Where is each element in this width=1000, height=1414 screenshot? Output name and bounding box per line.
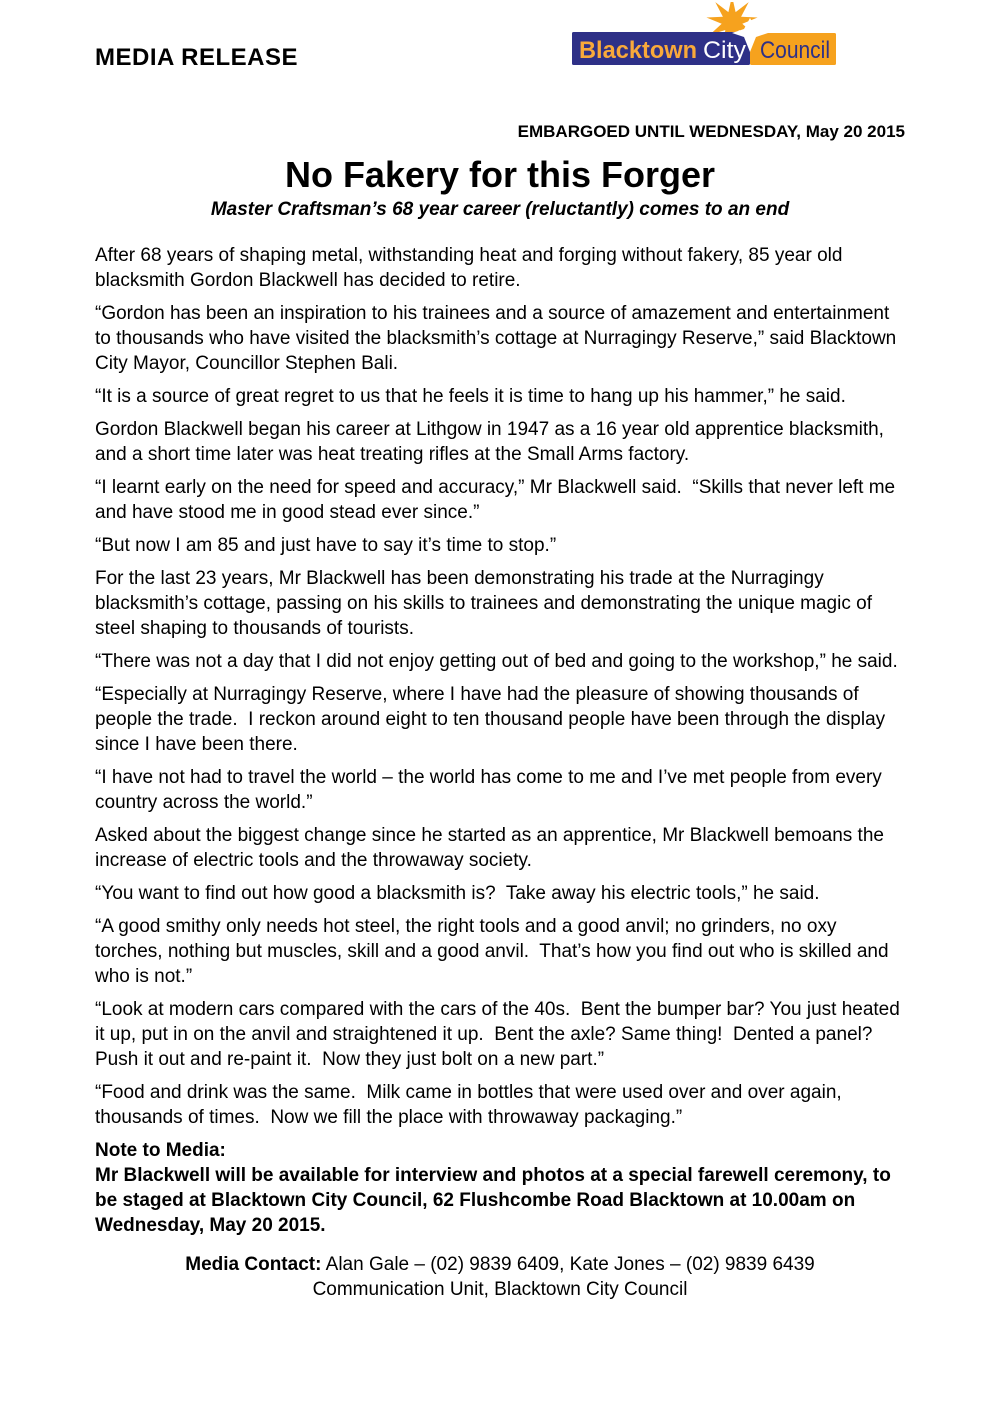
note-text: Mr Blackwell will be available for interview and photos at a special farewell ceremony, to be staged at Blacktown City Council, 62 Flushcombe Road Blacktown at 10.00am on Wednesday, May 20 2015.	[95, 1165, 897, 1236]
note-heading: Note to Media:	[95, 1140, 226, 1161]
body-paragraph: Asked about the biggest change since he started as an apprentice, Mr Blackwell bemoans the increase of electric tools and the throwaway society.	[95, 825, 890, 871]
headline-title: No Fakery for this Forger	[284, 154, 716, 195]
body-paragraph: “Look at modern cars compared with the cars of the 40s. Bent the bumper bar? You just heated it up, put in on the anvil and straightened it up. Bent the axle? Same thing! Dented a panel? Push it out and re-paint it. Now they just bolt on a new part.”	[95, 999, 906, 1070]
logo-word-council: Council	[760, 37, 830, 64]
body-paragraph: “I have not had to travel the world – the world has come to me and I’ve met people from every country across the world.”	[95, 767, 888, 813]
contact-text: Alan Gale – (02) 9839 6409, Kate Jones – (02) 9839 6439	[321, 1254, 815, 1275]
media-contact-footer	[95, 1252, 905, 1302]
logo-word-blacktown: Blacktown	[579, 37, 697, 64]
body-paragraph: “It is a source of great regret to us that he feels it is time to hang up his hammer,” he said.	[95, 386, 846, 407]
contact-line2: Communication Unit, Blacktown City Council	[312, 1279, 688, 1300]
body-paragraphs	[95, 243, 905, 1130]
body-paragraph: “Gordon has been an inspiration to his trainees and a source of amazement and entertainment to thousands who have visited the blacksmith’s cottage at Nurragingy Reserve,” said Blacktown City Mayor, Councillor Stephen Bali.	[95, 303, 902, 374]
body-paragraph: Gordon Blackwell began his career at Lithgow in 1947 as a 16 year old apprentice blacksmith, and a short time later was heat treating rifles at the Small Arms factory.	[95, 419, 890, 465]
body-paragraph: “Especially at Nurragingy Reserve, where I have had the pleasure of showing thousands of people the trade. I reckon around eight to ten thousand people have been through the display since I have been there.	[95, 684, 891, 755]
embargo-line: EMBARGOED UNTIL WEDNESDAY, May 20 2015	[517, 122, 905, 141]
body-paragraph: “I learnt early on the need for speed and accuracy,” Mr Blackwell said. “Skills that never left me and have stood me in good stead ever since.”	[95, 477, 901, 523]
body-paragraph: “There was not a day that I did not enjoy getting out of bed and going to the workshop,” he said.	[95, 651, 898, 672]
headline-subtitle: Master Craftsman’s 68 year career (reluctantly) comes to an end	[210, 199, 790, 220]
body-paragraph: “A good smithy only needs hot steel, the right tools and a good anvil; no grinders, no oxy torches, nothing but muscles, skill and a good anvil. That’s how you find out who is skilled and who is not.”	[95, 916, 894, 987]
header	[95, 0, 905, 102]
page-title: MEDIA RELEASE	[95, 44, 298, 71]
body-paragraph: “But now I am 85 and just have to say it’s time to stop.”	[95, 535, 557, 556]
contact-line	[95, 1252, 905, 1277]
contact-label: Media Contact:	[185, 1254, 322, 1275]
blacktown-city-council-logo	[562, 2, 842, 66]
logo-word-city: City	[703, 37, 746, 64]
body-paragraph: For the last 23 years, Mr Blackwell has been demonstrating his trade at the Nurragingy blacksmith’s cottage, passing on his skills to trainees and demonstrating the unique magic of steel shaping to thousands of tourists.	[95, 568, 878, 639]
note-to-media	[95, 1138, 905, 1238]
body-paragraph: After 68 years of shaping metal, withstanding heat and forging without fakery, 85 year old blacksmith Gordon Blackwell has decided to retire.	[95, 245, 848, 291]
body-paragraph: “You want to find out how good a blacksmith is? Take away his electric tools,” he said.	[95, 883, 820, 904]
body-paragraph: “Food and drink was the same. Milk came in bottles that were used over and over again, thousands of times. Now we fill the place with throwaway packaging.”	[95, 1082, 847, 1128]
